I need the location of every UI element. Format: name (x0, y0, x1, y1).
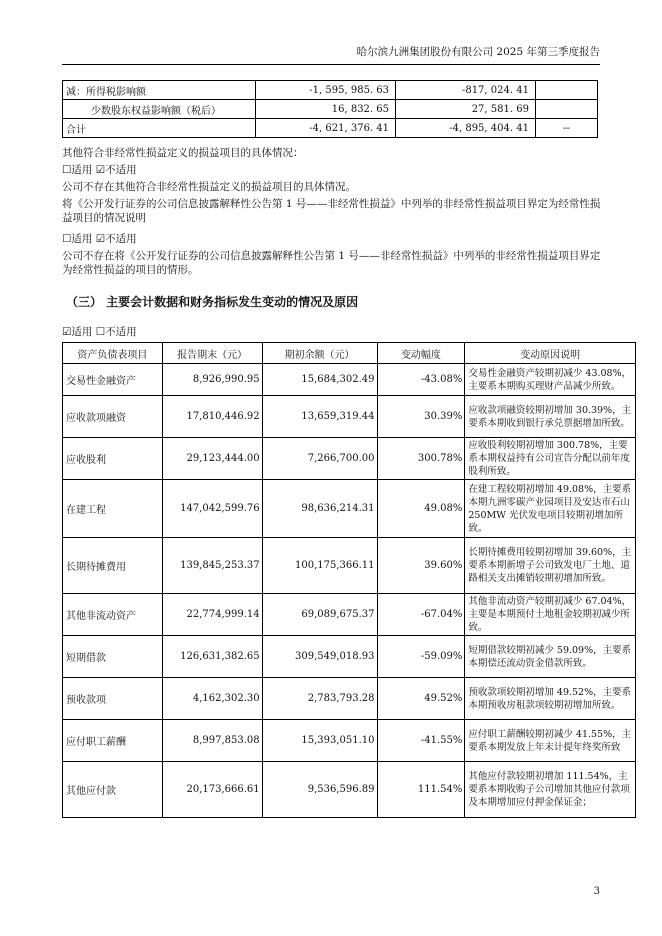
table-row (63, 100, 598, 119)
header-period-begin: 期初余额（元） (262, 343, 377, 364)
row-period-end: 8,926,990.95 (162, 364, 262, 396)
row-period-end: 29,123,444.00 (162, 438, 262, 480)
row-label: 合计 (63, 119, 256, 138)
row-period-begin: 100,175,366.11 (262, 538, 377, 594)
row-change: 49.52% (377, 678, 465, 720)
row-item: 在建工程 (63, 480, 163, 538)
table-row (63, 81, 598, 100)
row-reason: 长期待摊费用较期初增加 39.60%，主要系本期新增子公司致发电厂土地、道路相关支出摊销较期初增加所致。 (465, 538, 636, 594)
row-reason: 在建工程较期初增加 49.08%，主要系本期九洲零碳产业园项目及安达市石山 250MW 光伏发电项目较期初增加所致。 (465, 480, 636, 538)
row-period-end: 147,042,599.76 (162, 480, 262, 538)
row-period-end: 22,774,999.14 (162, 594, 262, 636)
balance-sheet-changes-table (62, 342, 636, 818)
row-reason: 其他非流动资产较期初减少 67.04%，主要是本期预付土地租金较期初减少所致。 (465, 594, 636, 636)
row-change: -43.08% (377, 364, 465, 396)
other-items-text: 其他符合非经常性损益定义的损益项目的具体情况： (62, 147, 304, 159)
no-other-items-text: 公司不存在其他符合非经常性损益定义的损益项目的具体情况。 (62, 181, 356, 193)
no-reclassification-text: 公司不存在将《公开发行证券的公司信息披露解释性公告第 1 号——非经常性损益》中列举的非经常性损益项目界定为经常性损益的项目的情形。 (62, 250, 601, 276)
row-change: 49.08% (377, 480, 465, 538)
table-row (63, 364, 636, 396)
row-change: -59.09% (377, 636, 465, 678)
row-period-begin: 2,783,793.28 (262, 678, 377, 720)
row-reason: 预收款项较期初增加 49.52%，主要系本期预收房租款项较期初增加所致。 (465, 678, 636, 720)
row-item: 应付职工薪酬 (63, 720, 163, 762)
row-period-end: 17,810,446.92 (162, 396, 262, 438)
section-title: （三） 主要会计数据和财务指标发生变动的情况及原因 (66, 295, 359, 309)
row-period-begin: 13,659,319.44 (262, 396, 377, 438)
table-row (63, 538, 636, 594)
table-row (63, 480, 636, 538)
row-period-begin: 98,636,214.31 (262, 480, 377, 538)
header-period-end: 报告期末（元） (162, 343, 262, 364)
applicability-check-2: ☐适用 ☑不适用 (62, 233, 137, 245)
value-ytd: -817, 024. 41 (396, 81, 536, 100)
row-item: 长期待摊费用 (63, 538, 163, 594)
reclassification-text: 将《公开发行证券的公司信息披露解释性公告第 1 号——非经常性损益》中列举的非经常性损益项目界定为经常性损益项目的情况说明 (62, 198, 601, 224)
row-reason: 应付职工薪酬较期初减少 41.55%，主要系本期发放上年末计提年终奖所致 (465, 720, 636, 762)
row-change: -67.04% (377, 594, 465, 636)
row-period-end: 4,162,302.30 (162, 678, 262, 720)
row-change: -41.55% (377, 720, 465, 762)
value-note: -- (535, 119, 597, 138)
row-reason: 应收款项融资较期初增加 30.39%，主要系本期收到银行承兑票据增加所致。 (465, 396, 636, 438)
row-item: 短期借款 (63, 636, 163, 678)
row-item: 应收款项融资 (63, 396, 163, 438)
row-reason: 交易性金融资产较期初减少 43.08%，主要系本期购买理财产品减少所致。 (465, 364, 636, 396)
table-row (63, 720, 636, 762)
table-row (63, 396, 636, 438)
row-period-begin: 15,393,051.10 (262, 720, 377, 762)
header-divider (62, 64, 600, 65)
table-row (63, 594, 636, 636)
row-period-begin: 309,549,018.93 (262, 636, 377, 678)
row-item: 交易性金融资产 (63, 364, 163, 396)
row-period-end: 126,631,382.65 (162, 636, 262, 678)
table-header-row (63, 343, 636, 364)
table-row (63, 119, 598, 138)
row-item: 其他非流动资产 (63, 594, 163, 636)
row-change: 300.78% (377, 438, 465, 480)
table-row (63, 438, 636, 480)
row-reason: 其他应付款较期初增加 111.54%，主要系本期收购子公司增加其他应付款项及本期增加应付押金保证金； (465, 762, 636, 818)
value-current: 16, 832. 65 (256, 100, 396, 119)
value-ytd: 27, 581. 69 (396, 100, 536, 119)
row-label: 少数股东权益影响额（税后） (63, 100, 256, 119)
row-item: 预收款项 (63, 678, 163, 720)
row-period-begin: 7,266,700.00 (262, 438, 377, 480)
nonrecurring-table (62, 80, 598, 138)
row-reason: 短期借款较期初减少 59.09%，主要系本期偿还流动资金借款所致。 (465, 636, 636, 678)
page-header: 哈尔滨九洲集团股份有限公司 2025 年第三季度报告 (356, 46, 600, 58)
row-period-begin: 15,684,302.49 (262, 364, 377, 396)
value-current: -1, 595, 985. 63 (256, 81, 396, 100)
header-item: 资产负债表项目 (63, 343, 163, 364)
row-period-end: 139,845,253.37 (162, 538, 262, 594)
applicability-check-1: ☐适用 ☑不适用 (62, 164, 137, 176)
value-note (535, 81, 597, 100)
table-row (63, 678, 636, 720)
page-number: 3 (593, 886, 600, 897)
applicability-check-3: ☑适用 ☐不适用 (62, 326, 137, 338)
header-reason: 变动原因说明 (465, 343, 636, 364)
row-period-begin: 69,089,675.37 (262, 594, 377, 636)
row-period-end: 20,173,666.61 (162, 762, 262, 818)
row-item: 其他应付款 (63, 762, 163, 818)
row-period-begin: 9,536,596.89 (262, 762, 377, 818)
value-current: -4, 621, 376. 41 (256, 119, 396, 138)
row-item: 应收股利 (63, 438, 163, 480)
table-row (63, 762, 636, 818)
value-note (535, 100, 597, 119)
row-change: 30.39% (377, 396, 465, 438)
row-label: 减：所得税影响额 (63, 81, 256, 100)
row-change: 111.54% (377, 762, 465, 818)
row-reason: 应收股利较期初增加 300.78%，主要系本期权益持有公司宣告分配以前年度股利所致。 (465, 438, 636, 480)
header-change: 变动幅度 (377, 343, 465, 364)
table-row (63, 636, 636, 678)
row-change: 39.60% (377, 538, 465, 594)
value-ytd: -4, 895, 404. 41 (396, 119, 536, 138)
row-period-end: 8,997,853.08 (162, 720, 262, 762)
